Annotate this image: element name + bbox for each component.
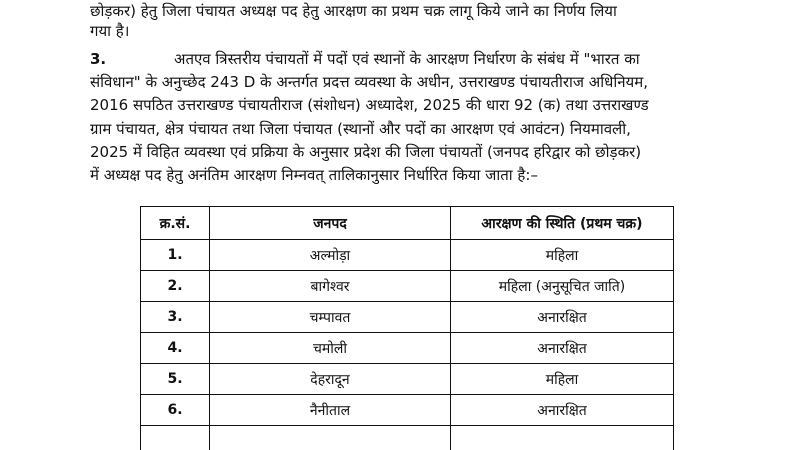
serial-cell: 2. — [141, 271, 210, 302]
table-row — [141, 240, 674, 271]
district-cell — [210, 426, 451, 450]
column-header-district: जनपद — [210, 207, 451, 240]
serial-cell: 4. — [141, 333, 210, 364]
reservation-cell: महिला — [451, 364, 674, 395]
serial-cell — [141, 426, 210, 450]
reservation-cell: अनारक्षित — [451, 333, 674, 364]
serial-cell: 6. — [141, 395, 210, 426]
reservation-cell — [451, 426, 674, 450]
table-row — [141, 271, 674, 302]
serial-cell: 1. — [141, 240, 210, 271]
table-row — [141, 302, 674, 333]
section-line: 2025 में विहित व्यवस्था एवं प्रक्रिया के अनुसार प्रदेश की जिला पंचायतों (जनपद हरिद्वार को छोड़कर) — [90, 143, 642, 161]
section-line: में अध्यक्ष पद हेतु अनंतिम आरक्षण निम्नवत् तालिकानुसार निर्धारित किया जाता है:– — [90, 166, 538, 184]
table-row-cut-off — [141, 426, 674, 450]
district-cell: अल्मोड़ा — [210, 240, 451, 271]
district-cell: चमोली — [210, 333, 451, 364]
serial-cell: 3. — [141, 302, 210, 333]
reservation-table — [140, 206, 674, 450]
section-line: संविधान" के अनुच्छेद 243 D के अन्तर्गत प्रदत्त व्यवस्था के अधीन, उत्तराखण्ड पंचायतीराज अधिनियम, — [90, 73, 648, 91]
paragraph-line: गया है। — [90, 22, 130, 40]
serial-cell: 5. — [141, 364, 210, 395]
district-cell: बागेश्वर — [210, 271, 451, 302]
table-row — [141, 364, 674, 395]
column-header-serial: क्र.सं. — [141, 207, 210, 240]
table-row — [141, 333, 674, 364]
section-line: 2016 सपठित उत्तराखण्ड पंचायतीराज (संशोधन) अध्यादेश, 2025 की धारा 92 (क) तथा उत्तराखण्ड — [90, 96, 649, 114]
district-cell: नैनीताल — [210, 395, 451, 426]
reservation-cell: अनारक्षित — [451, 302, 674, 333]
district-cell: चम्पावत — [210, 302, 451, 333]
section-line: ग्राम पंचायत, क्षेत्र पंचायत तथा जिला पंचायत (स्थानों और पदों का आरक्षण एवं आवंटन) नियमावली, — [90, 120, 631, 138]
section-number: 3. — [90, 50, 107, 68]
paragraph-line: छोड़कर) हेतु जिला पंचायत अध्यक्ष पद हेतु आरक्षण का प्रथम चक्र लागू किये जाने का निर्णय लिया — [90, 2, 617, 20]
column-header-reservation: आरक्षण की स्थिति (प्रथम चक्र) — [451, 207, 674, 240]
district-cell: देहरादून — [210, 364, 451, 395]
table-row — [141, 395, 674, 426]
reservation-cell: महिला (अनुसूचित जाति) — [451, 271, 674, 302]
reservation-cell: महिला — [451, 240, 674, 271]
section-line: अतएव त्रिस्तरीय पंचायतों में पदों एवं स्थानों के आरक्षण निर्धारण के संबंध में "भारत का — [174, 50, 640, 68]
reservation-cell: अनारक्षित — [451, 395, 674, 426]
table-header-row — [141, 207, 674, 240]
